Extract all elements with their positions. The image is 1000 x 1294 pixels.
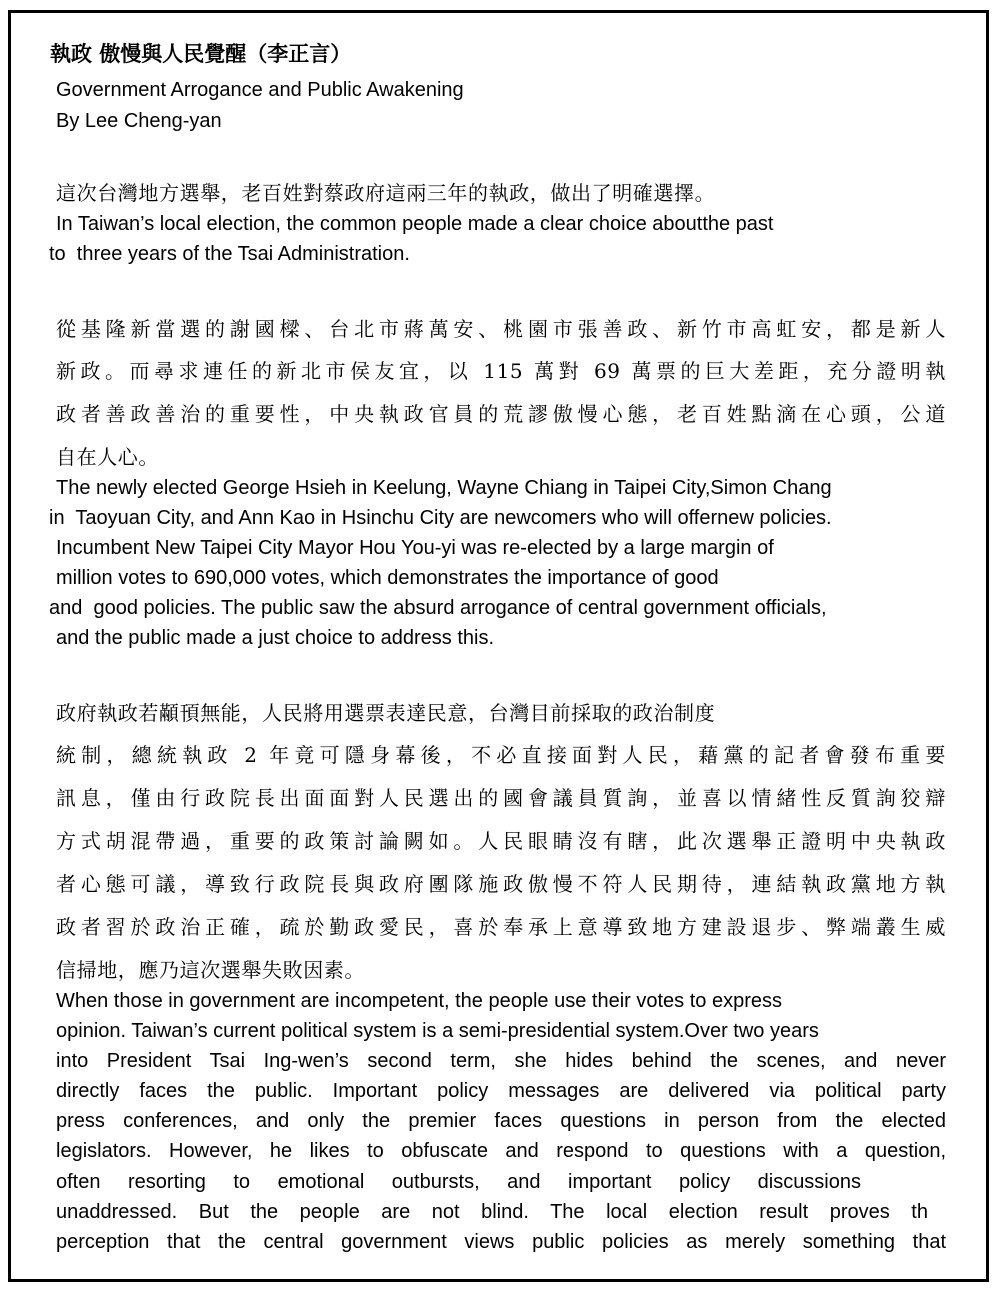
paragraph-3-en-line: When those in government are incompetent, the people use their votes to express: [56, 990, 782, 1012]
paragraph-2-zh-line: 從基隆新當選的謝國樑、台北市蔣萬安、桃園市張善政、新竹市高虹安，都是新人: [56, 317, 946, 341]
paragraph-3-zh-line: 者心態可議，導致行政院長與政府團隊施政傲慢不符人民期待，連結執政黨地方執: [56, 872, 946, 896]
title-en: Government Arrogance and Public Awakening: [56, 79, 464, 101]
title-zh: 執政 傲慢與人民覺醒（李正言）: [50, 41, 352, 66]
paragraph-2-zh-line: 自在人心。: [56, 445, 159, 469]
paragraph-3-zh-line: 信掃地，應乃這次選舉失敗因素。: [56, 958, 365, 982]
paragraph-2-zh-line: 政者善政善治的重要性，中央執政官員的荒謬傲慢心態，老百姓點滴在心頭，公道: [56, 402, 946, 426]
paragraph-2-en-line: million votes to 690,000 votes, which demonstrates the importance of good: [56, 567, 719, 589]
paragraph-3-en-line: into President Tsai Ing-wen’s second term, she hides behind the scenes, and never: [56, 1050, 946, 1072]
paragraph-3-en-line: often resorting to emotional outbursts, and important policy discussions: [56, 1171, 861, 1193]
paragraph-3-en-line: directly faces the public. Important policy messages are delivered via political party: [56, 1080, 946, 1102]
paragraph-2-en-line: and good policies. The public saw the absurd arrogance of central government officials,: [49, 597, 827, 619]
paragraph-1-en-line: In Taiwan’s local election, the common people made a clear choice aboutthe past: [56, 213, 774, 235]
paragraph-3-zh-line: 政者習於政治正確，疏於勤政愛民，喜於奉承上意導致地方建設退步、弊端叢生威: [56, 915, 946, 939]
paragraph-2-en-line: in Taoyuan City, and Ann Kao in Hsinchu City are newcomers who will offernew policies.: [49, 507, 832, 529]
paragraph-2-en-line: and the public made a just choice to address this.: [56, 627, 495, 649]
paragraph-3-en-line: legislators. However, he likes to obfuscate and respond to questions with a question,: [56, 1140, 946, 1162]
paragraph-1-zh-line: 這次台灣地方選舉，老百姓對蔡政府這兩三年的執政，做出了明確選擇。: [56, 181, 716, 205]
paragraph-3-en-line: press conferences, and only the premier faces questions in person from the elected: [56, 1110, 946, 1132]
paragraph-3-en-line: unaddressed. But the people are not blind. The local election result proves th: [56, 1201, 928, 1223]
paragraph-3-zh-line: 統制，總統執政 2 年竟可隱身幕後，不必直接面對人民，藉黨的記者會發布重要: [56, 743, 946, 767]
paragraph-3-en-line: perception that the central government views public policies as merely something that: [56, 1231, 946, 1253]
paragraph-2-en-line: Incumbent New Taipei City Mayor Hou You-yi was re-elected by a large margin of: [56, 537, 774, 559]
paragraph-2-en-line: The newly elected George Hsieh in Keelung, Wayne Chiang in Taipei City,Simon Chang: [56, 477, 832, 499]
paragraph-3-zh-line: 方式胡混帶過，重要的政策討論闕如。人民眼睛沒有瞎，此次選舉正證明中央執政: [56, 829, 946, 853]
paragraph-1-en-line: to three years of the Tsai Administration.: [49, 243, 410, 265]
paragraph-3-zh-line: 訊息，僅由行政院長出面面對人民選出的國會議員質詢，並喜以情緒性反質詢狡辯: [56, 786, 946, 810]
paragraph-3-en-line: opinion. Taiwan’s current political system is a semi-presidential system.Over two years: [56, 1020, 819, 1042]
paragraph-2-zh-line: 新政。而尋求連任的新北市侯友宜，以 115 萬對 69 萬票的巨大差距，充分證明執: [56, 359, 946, 383]
byline: By Lee Cheng-yan: [56, 110, 222, 132]
paragraph-3-zh-line: 政府執政若顢頇無能，人民將用選票表達民意，台灣目前採取的政治制度: [56, 701, 716, 725]
